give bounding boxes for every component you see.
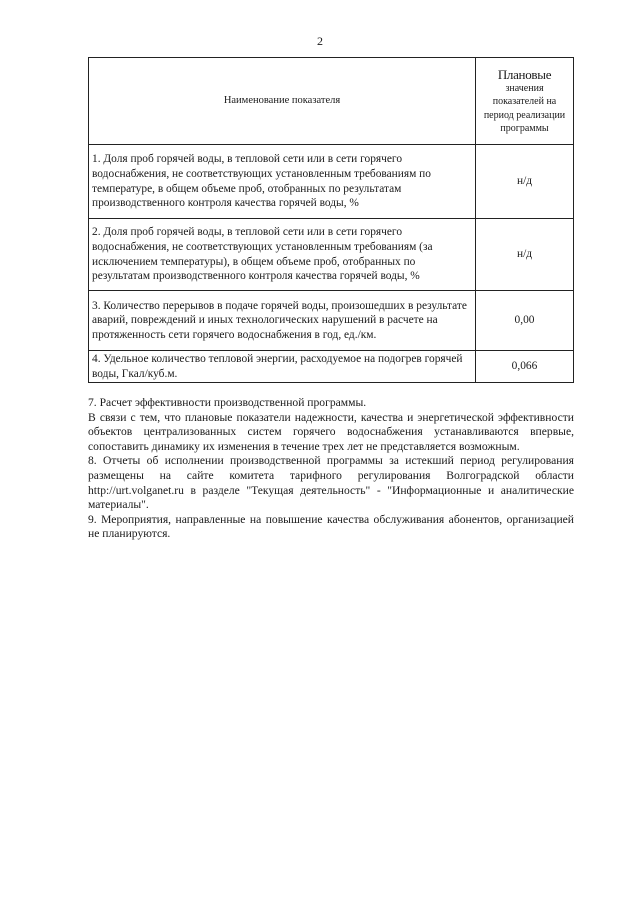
indicator-name: 3. Количество перерывов в подаче горячей воды, произошедших в результате аварий, повреждений и иных технологических нарушений в расчете на протяженность сети горячего водоснабжения в год, ед./км.: [89, 291, 476, 351]
header-indicator-name: Наименование показателя: [89, 58, 476, 145]
indicator-value: н/д: [476, 219, 574, 291]
indicator-value: 0,066: [476, 351, 574, 383]
page-number: 2: [317, 34, 323, 48]
section-8-text: 8. Отчеты об исполнении производственной программы за истекший период регулирования размещены на сайте комитета тарифного регулирования Волгоградской области http://urt.volganet.ru в разделе "Текущая деятельность" - "Информационные и аналитические материалы".: [88, 454, 574, 512]
header-planned-values-title: Плановые: [497, 66, 552, 82]
indicator-name: 4. Удельное количество тепловой энергии, расходуемое на подогрев горячей воды, Гкал/куб.м.: [89, 351, 476, 383]
document-body: [88, 396, 574, 542]
section-9-text: 9. Мероприятия, направленные на повышение качества обслуживания абонентов, организацией не планируются.: [88, 512, 574, 541]
table-row: [89, 351, 574, 383]
table-row: [89, 145, 574, 219]
indicator-value: 0,00: [476, 291, 574, 351]
header-planned-values-subtitle: значения показателей на период реализации программы: [483, 82, 566, 134]
indicators-table: [88, 57, 574, 383]
header-planned-values: [476, 58, 574, 145]
section-7-body: В связи с тем, что плановые показатели надежности, качества и энергетической эффективности объектов централизованных систем горячего водоснабжения устанавливаются впервые, сопоставить динамику их изменения в течение трех лет не представляется возможным.: [88, 410, 574, 453]
indicator-value: н/д: [476, 145, 574, 219]
indicator-name: 1. Доля проб горячей воды, в тепловой сети или в сети горячего водоснабжения, не соответствующих установленным требованиям по температуре, в общем объеме проб, отобранных по результатам производственного контроля качества горячей воды, %: [89, 145, 476, 219]
indicator-name: 2. Доля проб горячей воды, в тепловой сети или в сети горячего водоснабжения, не соответствующих установленным требованиям (за исключением температуры), в общем объеме проб, отобранных по результатам производственного контроля качества горячей воды, %: [89, 219, 476, 291]
table-row: [89, 291, 574, 351]
section-7-title: 7. Расчет эффективности производственной программы.: [88, 396, 367, 409]
table-row: [89, 219, 574, 291]
table-header-row: [89, 58, 574, 145]
